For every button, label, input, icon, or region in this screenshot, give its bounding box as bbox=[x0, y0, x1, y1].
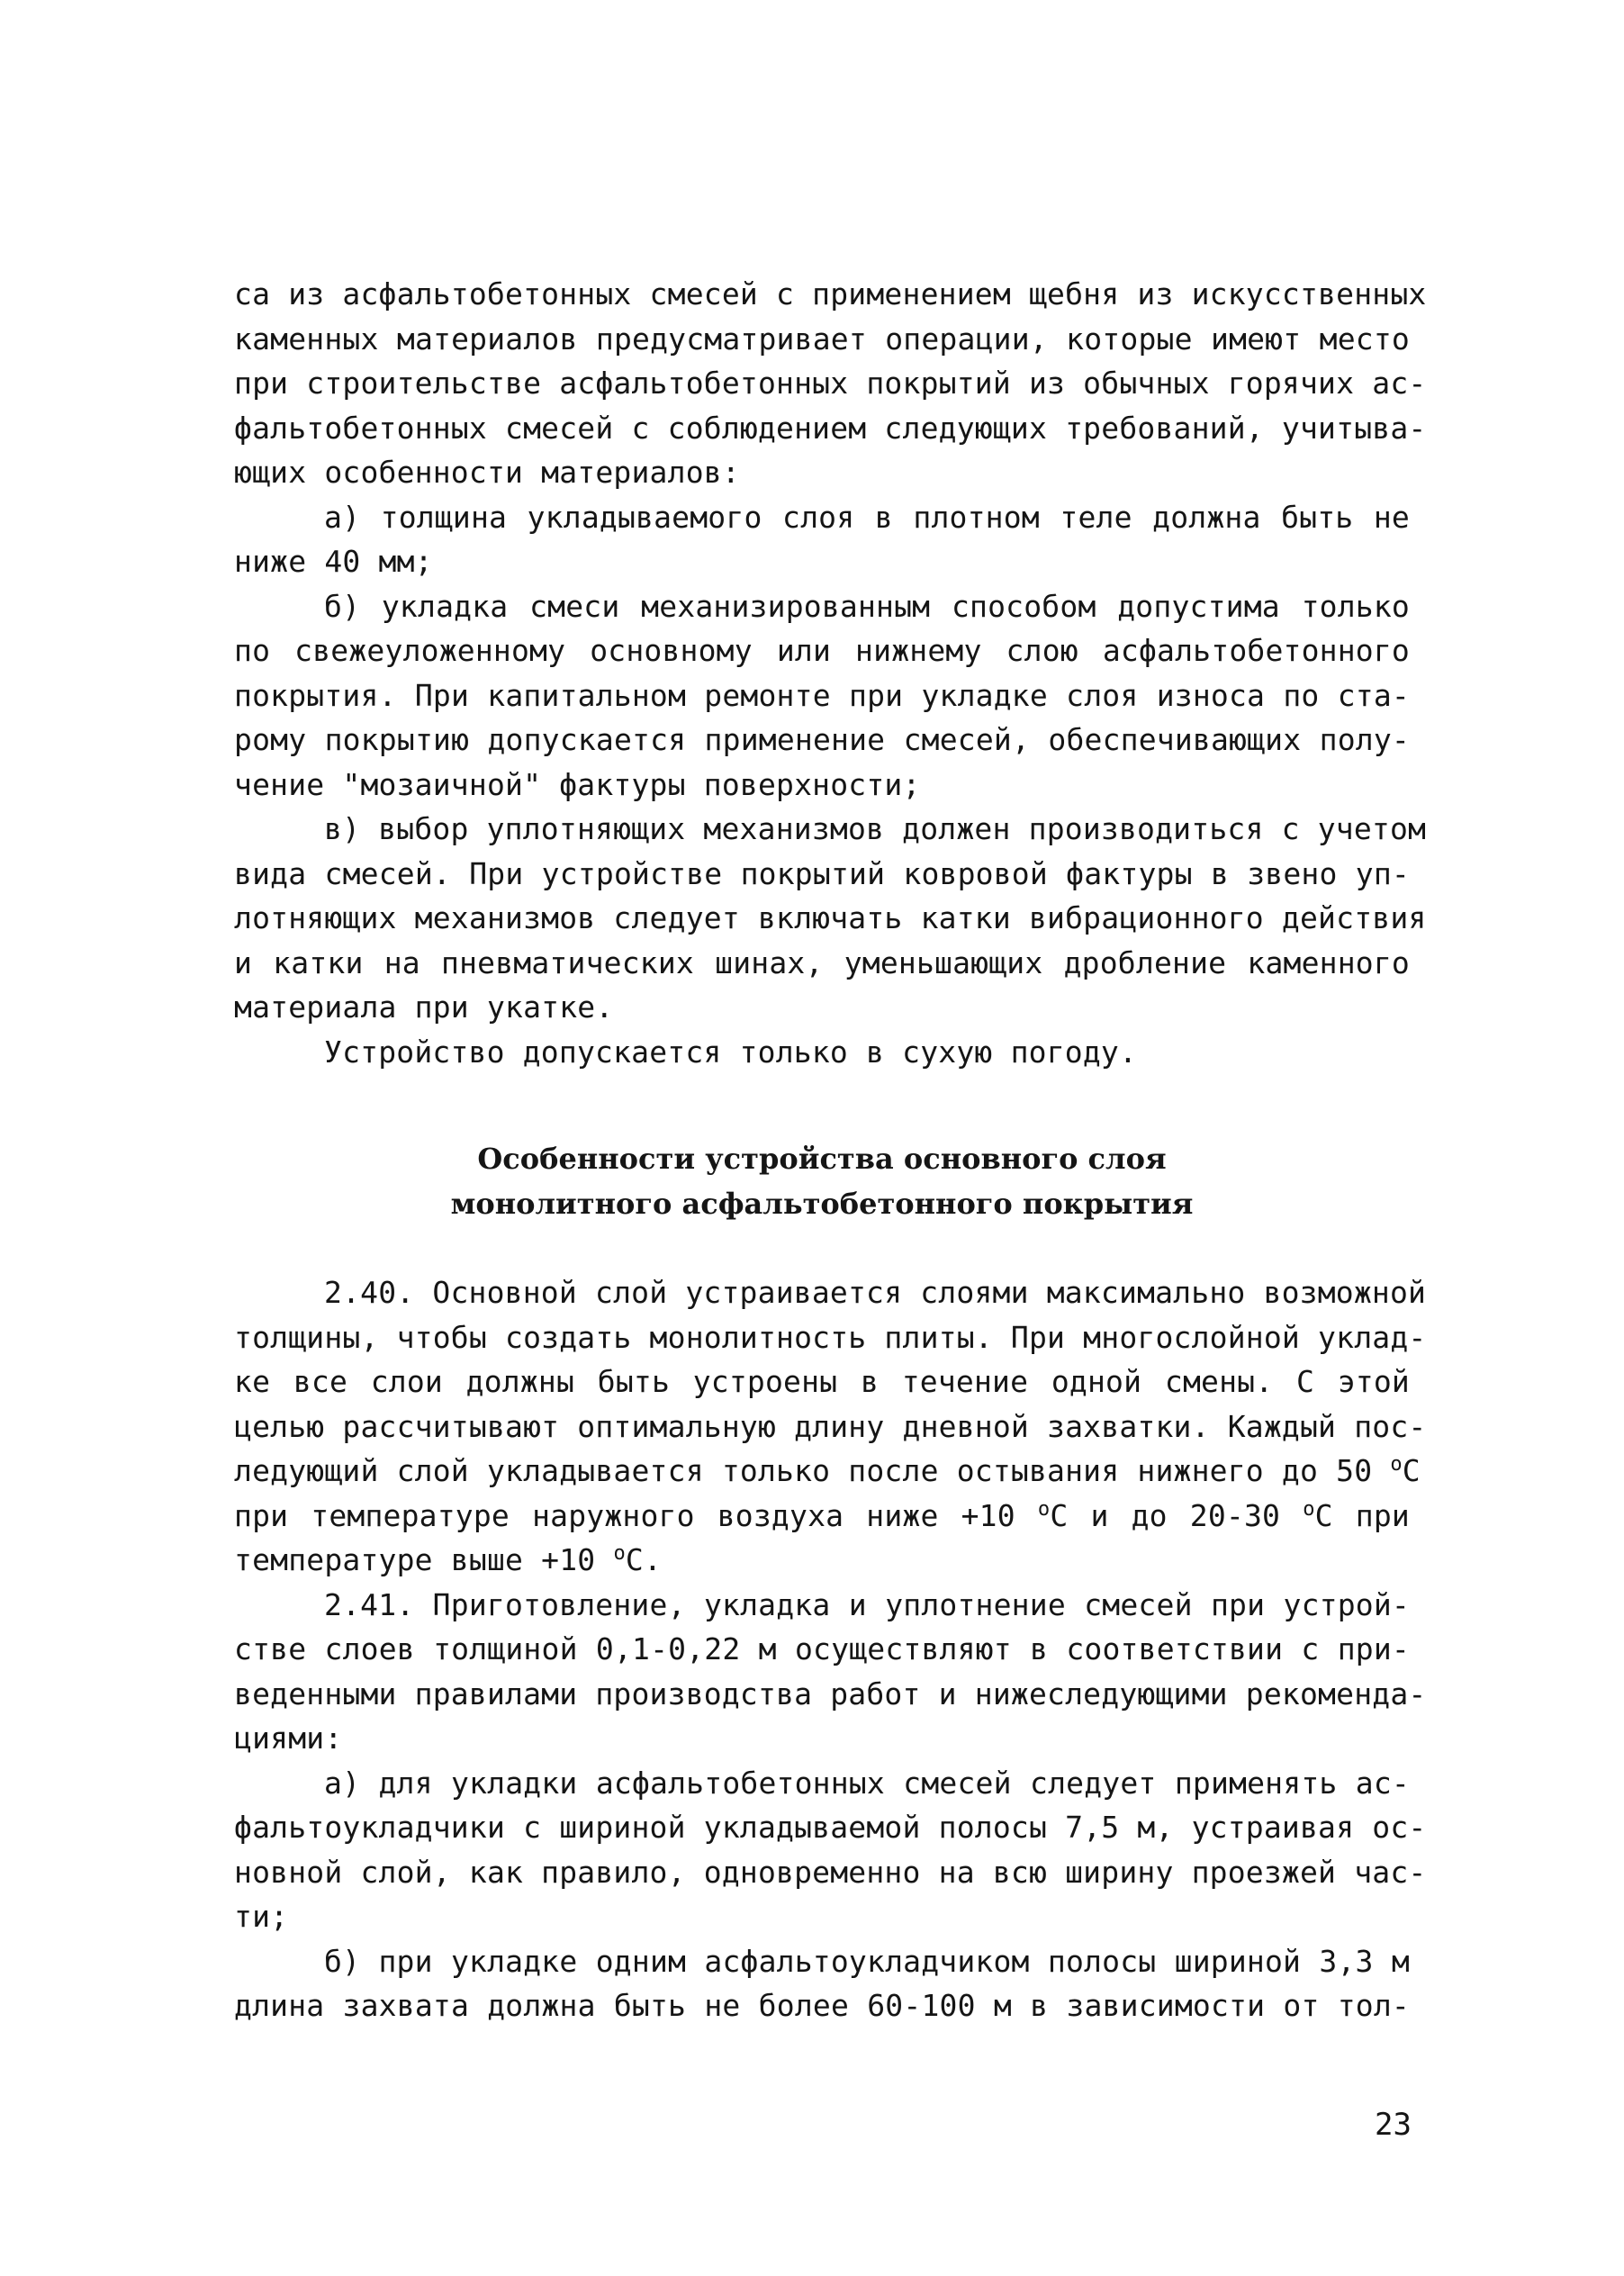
text-line: б) при укладке одним асфальтоукладчиком полосы шириной 3,3 м bbox=[324, 1943, 1410, 1979]
text-line: ти; bbox=[234, 1899, 289, 1934]
text-line: целью рассчитывают оптимальную длину дневной захватки. Каждый пос- bbox=[234, 1408, 1427, 1444]
text-line: при строительстве асфальтобетонных покрытий из обычных горячих ас- bbox=[234, 366, 1427, 401]
text-line: длина захвата должна быть не более 60-100 м в зависимости от тол- bbox=[234, 1988, 1410, 2023]
text-line: а) для укладки асфальтобетонных смесей следует применять ас- bbox=[324, 1765, 1410, 1801]
text-line: Устройство допускается только в сухую погоду. bbox=[324, 1034, 1138, 1070]
text-fragment: С. bbox=[625, 1542, 663, 1577]
text-fragment: С bbox=[1402, 1453, 1421, 1488]
text-line: материала при укатке. bbox=[234, 989, 614, 1025]
text-line: чение "мозаичной" фактуры поверхности; bbox=[234, 766, 921, 802]
text-line: в) выбор уплотняющих механизмов должен производиться с учетом bbox=[324, 811, 1427, 846]
text-line: фальтоукладчики с шириной укладываемой полосы 7,5 м, устраивая ос- bbox=[234, 1810, 1427, 1845]
degree-sign: о bbox=[1390, 1453, 1403, 1476]
text-line: толщины, чтобы создать монолитность плиты. При многослойной уклад- bbox=[234, 1319, 1427, 1355]
text-fragment: при температуре наружного воздуха ниже +10 bbox=[234, 1497, 1015, 1533]
text-fragment: при bbox=[1355, 1497, 1410, 1533]
text-line: а) толщина укладываемого слоя в плотном теле должна быть не bbox=[324, 499, 1410, 535]
text-block-top bbox=[234, 272, 1427, 1074]
text-line: покрытия. При капитальном ремонте при укладке слоя износа по ста- bbox=[234, 677, 1410, 713]
text-line bbox=[234, 1494, 1410, 1539]
text-line: стве слоев толщиной 0,1-0,22 м осуществляют в соответствии с при- bbox=[234, 1631, 1410, 1666]
heading-line: монолитного асфальтобетонного покрытия bbox=[450, 1187, 1194, 1221]
text-line: 2.41. Приготовление, укладка и уплотнение смесей при устрой- bbox=[324, 1586, 1410, 1622]
text-line: новной слой, как правило, одновременно на всю ширину проезжей час- bbox=[234, 1854, 1427, 1890]
text-line: фальтобетонных смесей с соблюдением следующих требований, учитыва- bbox=[234, 410, 1427, 446]
degree-sign: о bbox=[613, 1542, 626, 1565]
text-block-bottom bbox=[234, 1270, 1427, 2028]
page-number: 23 bbox=[1375, 2107, 1412, 2143]
text-line: и катки на пневматических шинах, уменьшающих дробление каменного bbox=[234, 944, 1410, 980]
text-line: ниже 40 мм; bbox=[234, 544, 433, 579]
text-line: циями: bbox=[234, 1721, 343, 1756]
text-line: веденными правилами производства работ и нижеследующими рекоменда- bbox=[234, 1675, 1427, 1712]
text-fragment: ледующий слой укладывается только после остывания нижнего до 50 bbox=[234, 1453, 1373, 1488]
text-line: са из асфальтобетонных смесей с применением щебня из искусственных bbox=[234, 276, 1427, 312]
text-line: б) укладка смеси механизированным способом допустима только bbox=[324, 588, 1410, 624]
text-fragment: С bbox=[1050, 1497, 1069, 1533]
degree-sign: о bbox=[1303, 1497, 1315, 1521]
text-fragment: температуре выше +10 bbox=[234, 1542, 596, 1577]
text-line: лотняющих механизмов следует включать катки вибрационного действия bbox=[234, 900, 1427, 935]
degree-sign: о bbox=[1037, 1497, 1051, 1521]
text-line bbox=[234, 1449, 1421, 1494]
text-line: каменных материалов предусматривает операции, которые имеют место bbox=[234, 321, 1410, 357]
text-line: вида смесей. При устройстве покрытий ковровой фактуры в звено уп- bbox=[234, 855, 1410, 891]
text-line: ющих особенности материалов: bbox=[234, 455, 740, 490]
section-heading bbox=[234, 1136, 1410, 1226]
heading-line: Особенности устройства основного слоя bbox=[477, 1142, 1167, 1176]
text-line: рому покрытию допускается применение смесей, обеспечивающих полу- bbox=[234, 722, 1410, 757]
text-line: ке все слои должны быть устроены в течение одной смены. С этой bbox=[234, 1364, 1410, 1399]
text-line: по свежеуложенному основному или нижнему слою асфальтобетонного bbox=[234, 633, 1410, 668]
text-fragment: С bbox=[1314, 1497, 1333, 1533]
text-fragment: и до 20-30 bbox=[1090, 1497, 1281, 1533]
text-line bbox=[234, 1538, 1410, 1583]
text-line: 2.40. Основной слой устраивается слоями максимально возможной bbox=[324, 1275, 1427, 1310]
